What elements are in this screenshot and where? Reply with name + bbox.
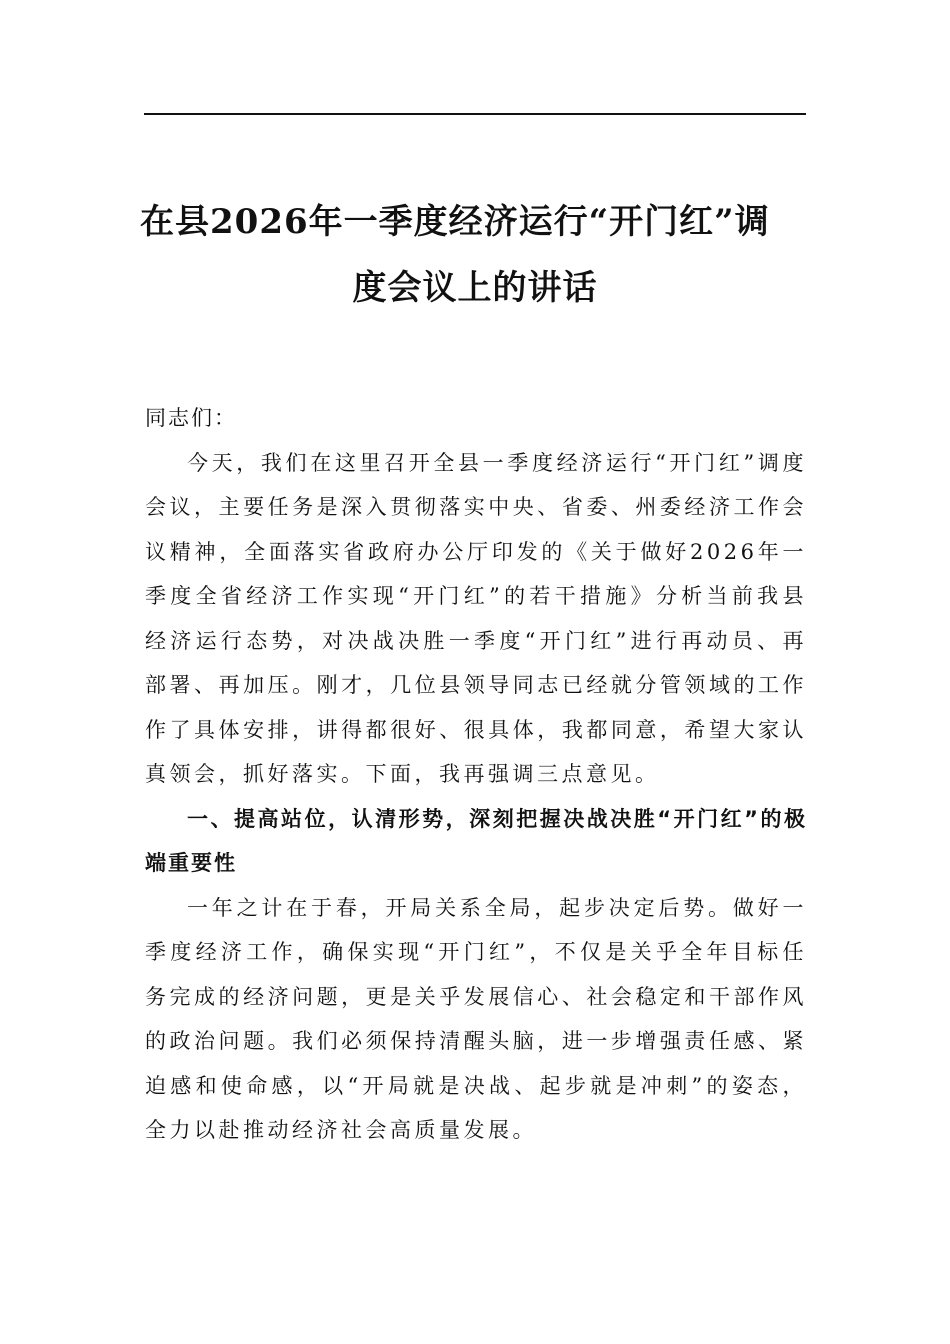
salutation: 同志们： [145, 406, 237, 430]
header-rule [144, 113, 806, 115]
title-line-1: 在县2026年一季度经济运行“开门红”调 [140, 202, 770, 242]
paragraph-intro: 今天，我们在这里召开全县一季度经济运行“开门红”调度会议，主要任务是深入贯彻落实中央、省委、州委经济工作会议精神，全面落实省政府办公厅印发的《关于做好2026年一季度全省经济工作实现“开门红”的若干措施》分析当前我县经济运行态势，对决战决胜一季度“开门红”进行再动员、再部署、再加压。刚才，几位县领导同志已经就分管领域的工作作了具体安排，讲得都很好、很具体，我都同意，希望大家认真领会，抓好落实。下面，我再强调三点意见。 [145, 450, 807, 786]
paragraph-section-1: 一年之计在于春，开局关系全局，起步决定后势。做好一季度经济工作，确保实现“开门红”，不仅是关乎全年目标任务完成的经济问题，更是关乎发展信心、社会稳定和干部作风的政治问题。我们必须保持清醒头脑，进一步增强责任感、紧迫感和使命感，以“开局就是决战、起步就是冲刺”的姿态，全力以赴推动经济社会高质量发展。 [145, 895, 807, 1142]
title-line-2: 度会议上的讲话 [352, 268, 598, 308]
document-body [145, 396, 807, 1153]
document-title [140, 189, 810, 321]
section-heading-1: 一、提高站位，认清形势，深刻把握决战决胜“开门红”的极端重要性 [145, 806, 807, 875]
